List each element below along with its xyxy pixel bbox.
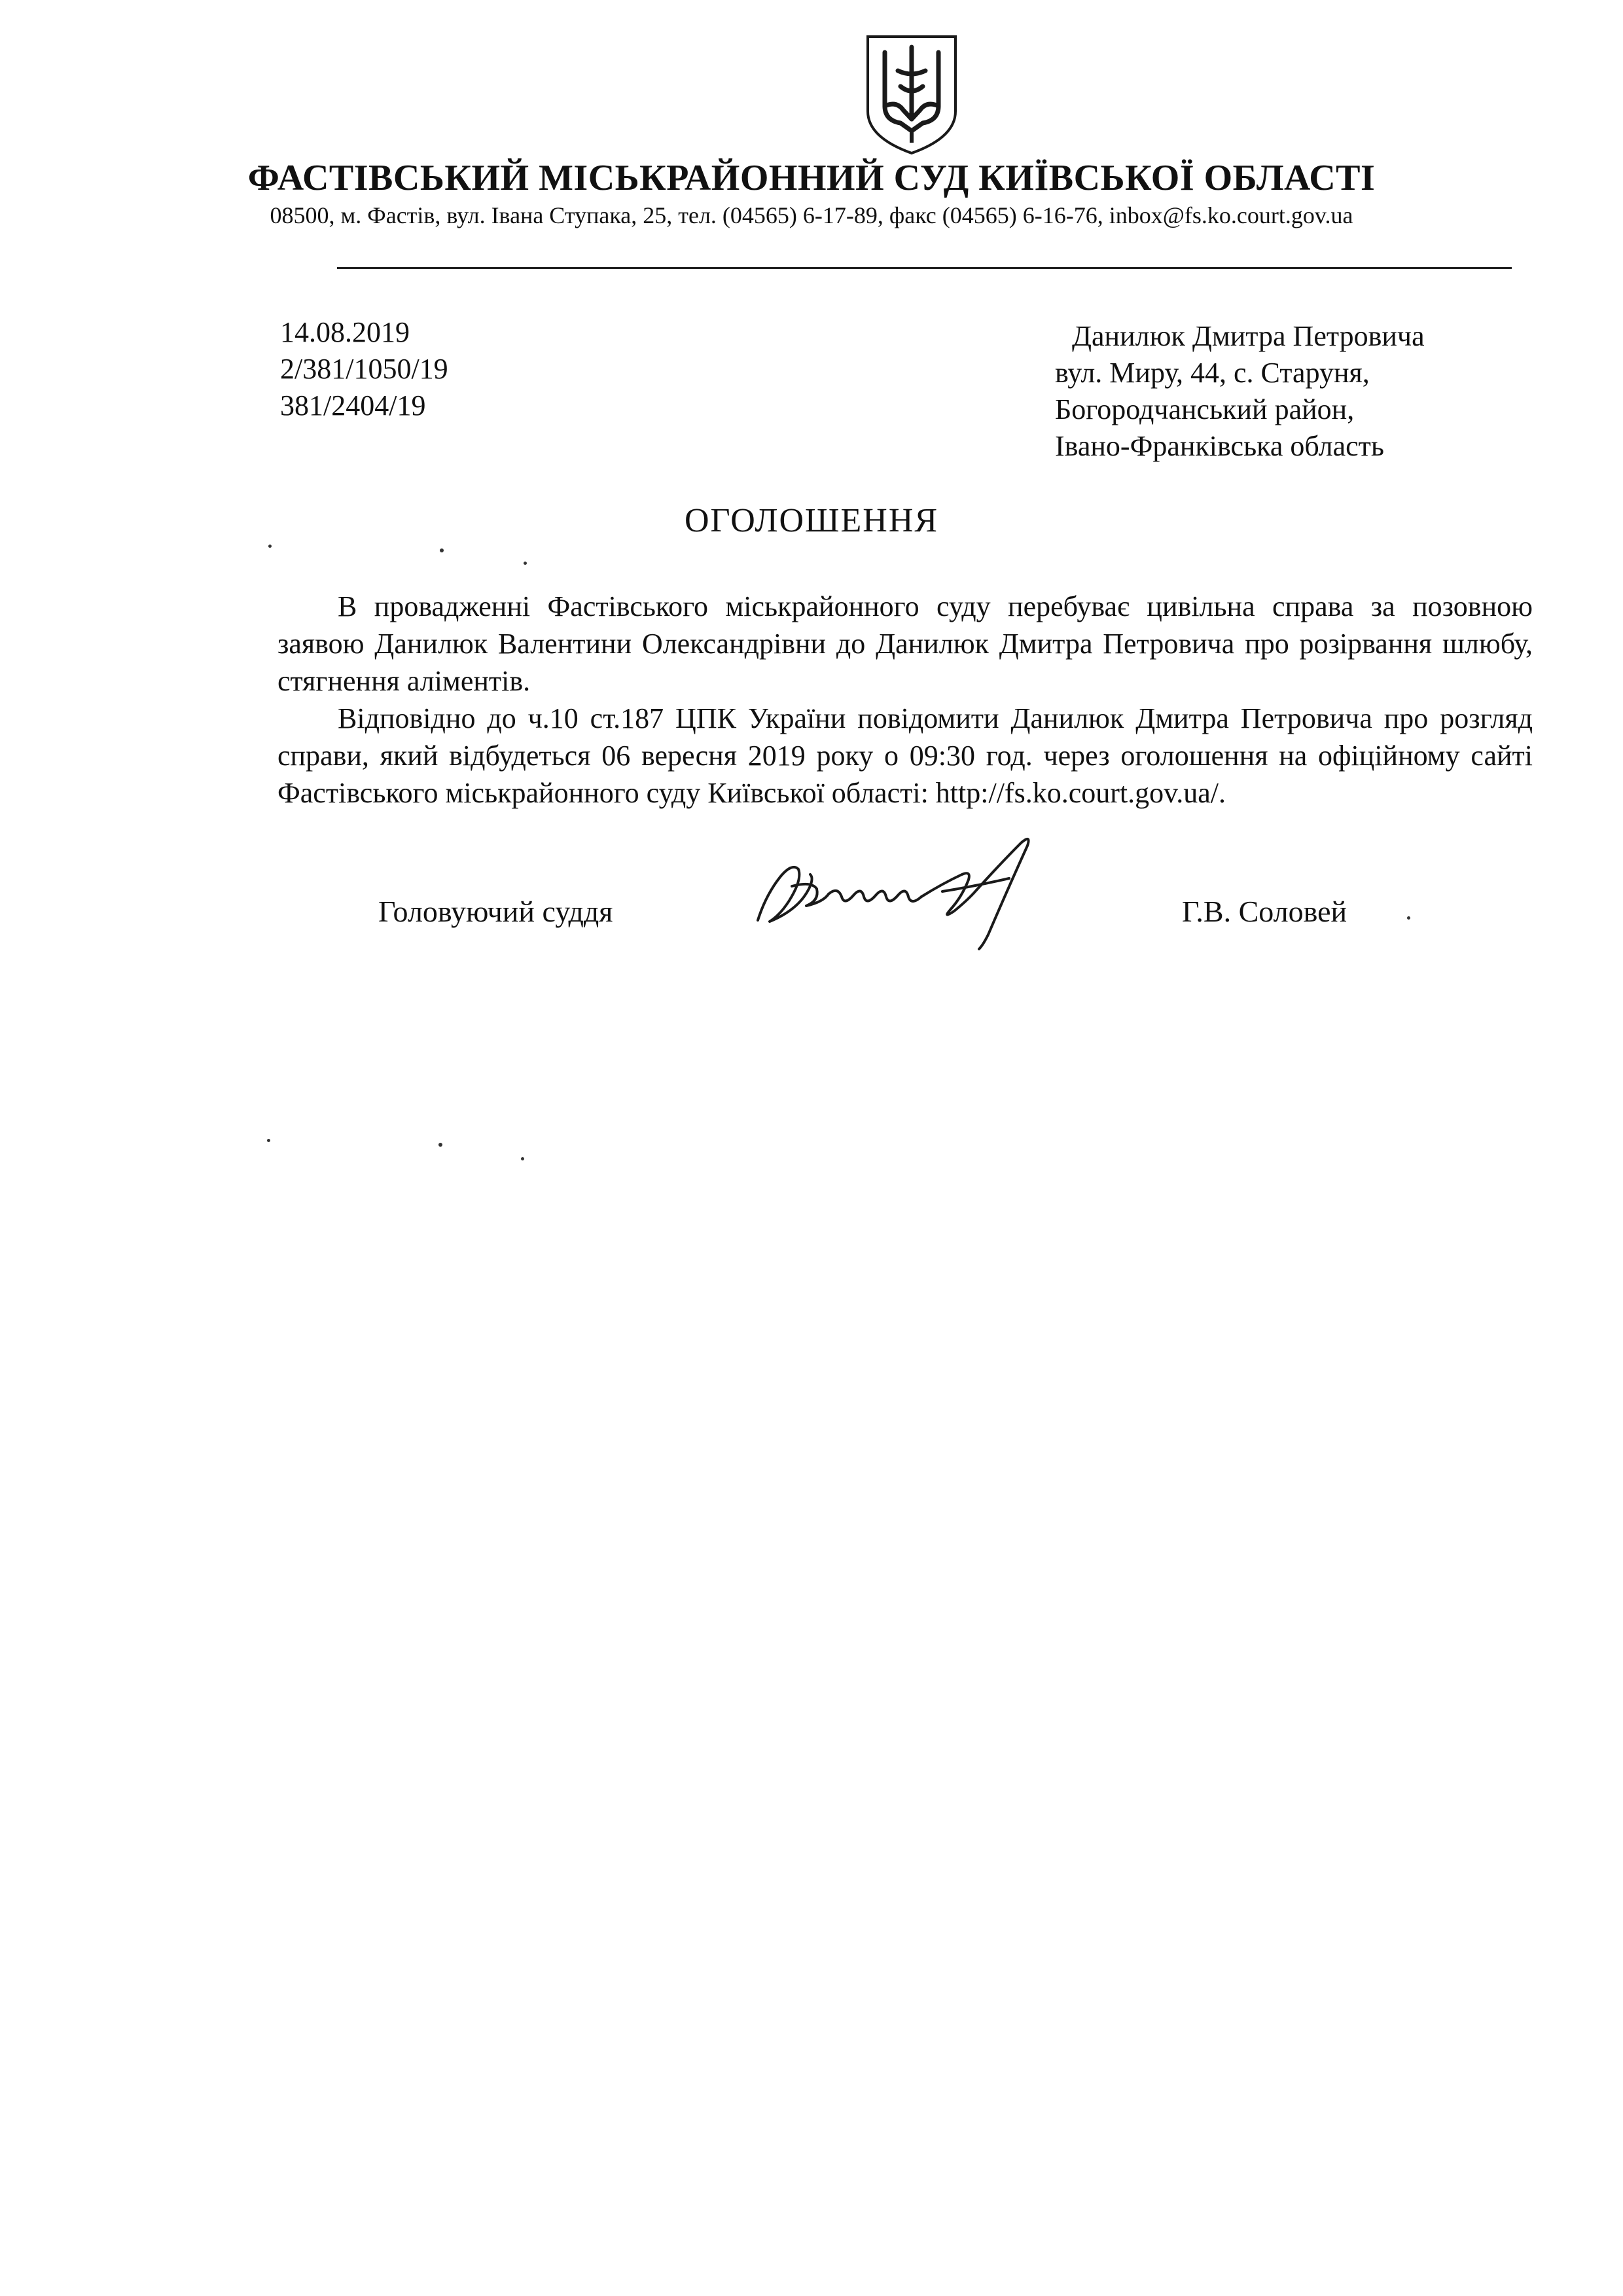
- notice-paragraph-1: В провадженні Фастівського міськрайонного суду перебуває цивільна справа за позовною заявою Данилюк Валентини Олександрівни до Данилюк Дмитра Петровича про розірвання шлюбу, стягнення аліментів.: [277, 590, 1533, 697]
- recipient-name: Данилюк Дмитра Петровича: [1072, 320, 1425, 352]
- scan-speck: [524, 562, 527, 565]
- scan-speck: [268, 545, 272, 548]
- judge-name: Г.В. Соловей: [1182, 895, 1347, 928]
- court-name: ФАСТІВСЬКИЙ МІСЬКРАЙОННИЙ СУД КИЇВСЬКОЇ ОБЛАСТІ: [247, 158, 1376, 198]
- document-date: 14.08.2019: [280, 316, 410, 348]
- scan-speck: [1407, 916, 1410, 920]
- scan-speck: [440, 548, 444, 552]
- handwritten-signature-icon: [746, 823, 1054, 954]
- court-address: 08500, м. Фастів, вул. Івана Ступака, 25, тел. (04565) 6-17-89, факс (04565) 6-16-76, inbox@fs.ko.court.gov.ua: [270, 202, 1353, 228]
- notice-body: [277, 588, 1533, 812]
- header-divider: [337, 267, 1512, 269]
- proceeding-number: 381/2404/19: [280, 389, 426, 422]
- recipient-district: Богородчанський район,: [1055, 393, 1355, 425]
- scan-speck: [521, 1157, 524, 1160]
- signature-role: Головуючий суддя: [378, 895, 613, 928]
- scan-speck: [267, 1139, 270, 1142]
- recipient-street: вул. Миру, 44, с. Старуня,: [1055, 357, 1370, 389]
- notice-paragraph-2: Відповідно до ч.10 ст.187 ЦПК України повідомити Данилюк Дмитра Петровича про розгляд справи, який відбудеться 06 вересня 2019 року о 09:30 год. через оголошення на офіційному сайті Фастівського міськрайонного суду Київської області: http://fs.ko.court.gov.ua/.: [277, 702, 1533, 809]
- document-references: [280, 314, 448, 424]
- case-number: 2/381/1050/19: [280, 353, 448, 385]
- recipient-block: [1055, 318, 1425, 465]
- scan-speck: [438, 1143, 442, 1147]
- recipient-region: Івано-Франківська область: [1055, 430, 1384, 462]
- notice-title: ОГОЛОШЕННЯ: [684, 502, 939, 539]
- trident-emblem-icon: [863, 33, 961, 156]
